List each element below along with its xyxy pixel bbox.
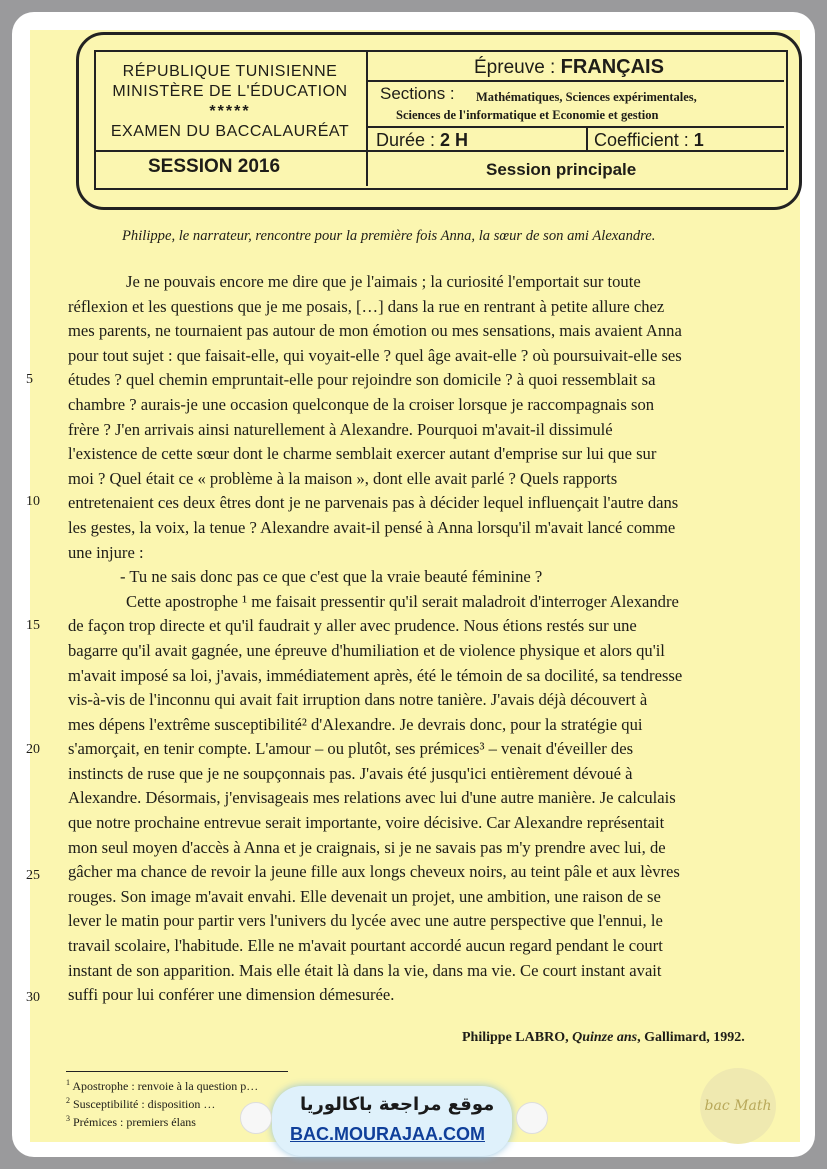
footnote-rule	[66, 1071, 288, 1072]
text-line: Alexandre. Désormais, j'envisageais mes relations avec lui d'une autre manière. Je calculais	[68, 788, 676, 808]
watermark-url-link[interactable]: BAC.MOURAJAA.COM	[290, 1124, 485, 1144]
source-citation	[462, 1030, 745, 1046]
text-line: l'existence de cette sœur dont le charme semblait exercer autant d'emprise sur lui que sur	[68, 444, 657, 464]
text-line: une injure :	[68, 542, 144, 562]
citation-title: Quinze ans	[572, 1030, 638, 1045]
line-number: 25	[26, 868, 40, 883]
text-line: Je ne pouvais encore me dire que je l'aimais ; la curiosité l'emportait sur toute	[126, 272, 641, 291]
republic-label: RÉPUBLIQUE TUNISIENNE	[122, 63, 338, 80]
citation-publisher: , Gallimard, 1992.	[637, 1030, 745, 1045]
text-line: mes parents, ne tournaient pas autour de mon émotion ou mes sensations, mais avaient Anna	[68, 321, 682, 341]
duration-label: Durée :	[376, 130, 441, 150]
text-line: les gestes, la voix, la tenue ? Alexandre avait-il pensé à Anna lorsqu'il m'avait lancé comme	[68, 517, 676, 537]
coefficient-field	[594, 130, 704, 151]
footnote	[66, 1078, 258, 1094]
institution-block	[110, 62, 350, 142]
header-divider	[586, 126, 588, 152]
text-line: suffi pour lui conférer une dimension démesurée.	[68, 985, 395, 1005]
footnote-number: 1	[66, 1078, 70, 1087]
text-line: de façon trop directe et qu'il faudrait y aller avec prudence. Nous étions restés sur une	[68, 616, 637, 636]
text-line: bagarre qu'il avait gagnée, une épreuve d'humiliation et de violence physique et alors qu'il	[68, 640, 665, 660]
footnote-text: Apostrophe : renvoie à la question p…	[72, 1079, 259, 1093]
text-line: instant de son apparition. Mais elle était là dans la vie, dans ma vie. Ce court instant avait	[68, 960, 662, 980]
footnote-number: 2	[66, 1096, 70, 1105]
footnote-text: Susceptibilité : disposition …	[73, 1097, 216, 1111]
exam-label: EXAMEN DU BACCALAURÉAT	[110, 123, 350, 140]
line-number: 30	[26, 990, 40, 1005]
text-line: instincts de ruse que je ne soupçonnais pas. J'avais été jusqu'ici entièrement dévoué à	[68, 763, 633, 783]
text-line: rouges. Son image m'avait envahi. Elle devenait un projet, une ambition, une raison de se	[68, 886, 661, 906]
line-number: 5	[26, 372, 33, 387]
text-line: lever le matin pour partir vers l'univers du lycée avec une autre perspective que l'ennui, le	[68, 911, 663, 931]
text-line: réflexion et les questions que je me posais, […] dans la rue en rentrant à petite allure chez	[68, 296, 665, 316]
subject-value: FRANÇAIS	[560, 56, 664, 78]
text-line: Cette apostrophe ¹ me faisait pressentir qu'il serait maladroit d'interroger Alexandre	[126, 591, 679, 611]
subject-field	[474, 56, 664, 79]
site-logo-icon	[516, 1102, 548, 1134]
text-line: que notre prochaine entrevue serait importante, voire décisive. Car Alexandre représentait	[68, 813, 665, 833]
text-line: pour tout sujet : que faisait-elle, qui voyait-elle ? quel âge avait-elle ? où poursuivait-elle ses	[68, 345, 682, 365]
footnote	[66, 1096, 215, 1112]
line-number: 10	[26, 494, 40, 509]
line-number: 15	[26, 618, 40, 633]
watermark-arabic: موقع مراجعة باكالوريا	[300, 1094, 495, 1115]
text-line: frère ? J'en arrivais ainsi naturellement à Alexandre. Pourquoi m'avait-il dissimulé	[68, 419, 613, 439]
text-line: moi ? Quel était ce « problème à la maison », dont elle avait parlé ? Quels rapports	[68, 468, 618, 488]
footnote-number: 3	[66, 1114, 70, 1123]
line-number: 20	[26, 742, 40, 757]
coefficient-label: Coefficient :	[594, 130, 694, 150]
bacmath-logo: bac Math	[700, 1068, 776, 1144]
text-line: études ? quel chemin empruntait-elle pour rejoindre son domicile ? à quoi ressemblait sa	[68, 370, 656, 390]
text-line: gâcher ma chance de revoir la jeune fille aux longs cheveux noirs, au teint pâle et aux lèvres	[68, 862, 680, 882]
footnote	[66, 1114, 196, 1130]
text-line: travail scolaire, l'habitude. Elle ne m'avait pourtant accordé aucun regard pendant le court	[68, 936, 663, 956]
intro-text: Philippe, le narrateur, rencontre pour la première fois Anna, la sœur de son ami Alexandre.	[122, 228, 656, 244]
text-line: mon seul moyen d'accès à Anna et je craignais, si je ne savais pas m'y prendre avec lui, de	[68, 837, 666, 857]
coefficient-value: 1	[693, 130, 704, 150]
ministry-label: MINISTÈRE DE L'ÉDUCATION	[112, 83, 348, 100]
sections-line-1: Mathématiques, Sciences expérimentales,	[476, 90, 697, 104]
citation-author: Philippe LABRO,	[462, 1030, 573, 1045]
text-line: s'amorçait, en tenir compte. L'amour – ou plutôt, ses prémices³ – venait d'éveiller des	[68, 739, 634, 759]
site-logo-icon	[240, 1102, 272, 1134]
header-divider	[366, 50, 368, 186]
sections-line-2: Sciences de l'informatique et Economie et gestion	[396, 108, 659, 122]
duration-field	[376, 130, 468, 151]
session-year: SESSION 2016	[148, 156, 281, 177]
header-divider	[366, 126, 784, 128]
text-line: chambre ? aurais-je une occasion quelconque de la croiser lorsque je raccompagnais son	[68, 394, 655, 414]
stars-decoration: *****	[209, 103, 251, 120]
duration-value: 2 H	[440, 130, 469, 150]
subject-label: Épreuve :	[474, 57, 561, 78]
text-line: entretenaient ces deux êtres dont je ne parvenais pas à décider lequel influençait l'autre dans	[68, 493, 679, 513]
session-type: Session principale	[486, 160, 637, 179]
header-divider	[366, 80, 784, 82]
dialogue-line: - Tu ne sais donc pas ce que c'est que la vraie beauté féminine ?	[120, 567, 543, 587]
text-line: mes dépens l'extrême susceptibilité² d'Alexandre. Je devrais donc, pour la stratégie qui	[68, 714, 643, 734]
text-line: m'avait imposé sa loi, j'avais, immédiatement après, été le témoin de sa docilité, sa tendresse	[68, 665, 683, 685]
sections-label: Sections :	[380, 84, 455, 103]
passage	[68, 270, 808, 1008]
footnote-text: Prémices : premiers élans	[73, 1115, 196, 1129]
text-line: vis-à-vis de l'inconnu qui avait fait irruption dans notre tanière. J'avais déjà découvert à	[68, 690, 648, 710]
